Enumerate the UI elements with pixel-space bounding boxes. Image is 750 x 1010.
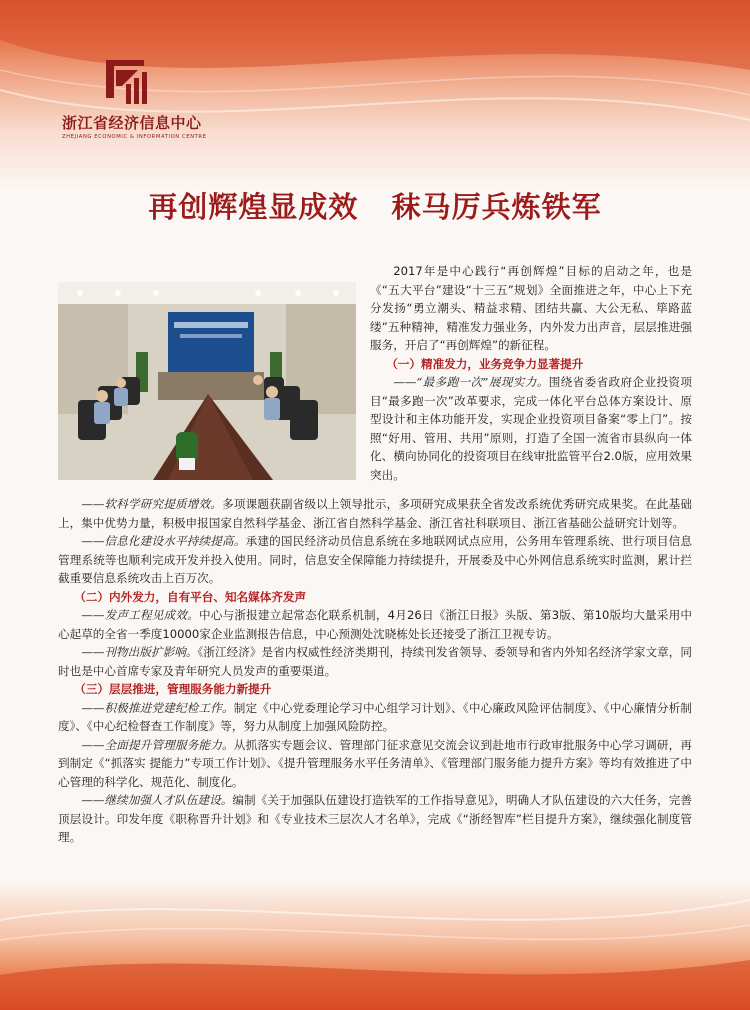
item-text: 中心与浙报建立起常态化联系机制，4月26日《浙江日报》头版、第3版、第10版均大量采用中心起草的全省一季度10000家企业监测报告信息，中心预测处沈晓栋处长还接受了浙江卫视专访。: [58, 608, 692, 641]
section-item: [58, 736, 692, 792]
item-lead: ——软科学研究提质增效。: [81, 497, 223, 511]
item-lead: ——“最多跑一次”展现实力。: [393, 375, 549, 389]
section-item: [58, 643, 692, 680]
item-text: 从抓落实专题会议、管理部门征求意见交流会议到赴地市行政审批服务中心学习调研，再到制定《“抓落实 提能力”专项工作计划》、《提升管理服务水平任务清单》、《管理部门服务能力提升方案》等均有效推进了中心管理的科学化、规范化、制度化。: [58, 737, 692, 789]
main-column: [58, 495, 692, 847]
item-lead: ——全面提升管理服务能力。: [81, 737, 234, 752]
section-item: [58, 606, 692, 643]
meeting-photo: [58, 282, 356, 480]
section-heading: （二）内外发力，自有平台、知名媒体齐发声: [74, 589, 307, 604]
section-heading: （三）层层推进，管理服务能力新提升: [74, 682, 272, 696]
item-lead: ——积极推进党建纪检工作。: [81, 700, 234, 715]
zjeic-logo-icon: [104, 58, 152, 106]
item-lead: ——发声工程见成效。: [81, 608, 199, 622]
section-item: [58, 791, 692, 847]
item-lead: ——信息化建设水平持续提高。: [81, 534, 246, 548]
intro-paragraph: 2017年是中心践行“再创辉煌”目标的启动之年，也是《“五大平台”建设“十三五”规划》全面推进之年，中心上下充分发扬“勇立潮头、精益求精、团结共赢、大公无私、筚路蓝缕”五种精神，精准发力强业务，内外发力出声音，层层推进强服务，开启了“再创辉煌”的新征程。: [370, 264, 692, 352]
org-name-en: ZHEJIANG ECONOMIC & INFORMATION CENTRE: [62, 134, 207, 140]
section-item: [58, 699, 692, 736]
page-title: 再创辉煌显成效 秣马厉兵炼铁军: [148, 190, 602, 224]
section-item: [58, 495, 692, 532]
section-heading: （一）精准发力，业务竞争力显著提升: [386, 356, 584, 371]
section-item: [58, 532, 692, 588]
intro-column: [370, 262, 692, 484]
item-text: 围绕省委省政府企业投资项目“最多跑一次”改革要求，完成一体化平台总体方案设计、原型设计和主体功能开发，实现企业投资项目备案“零上门”。按照“好用、管用、共用”原则，打造了全国一流省市县纵向一体化、横向协同化的投资项目在线审批监管平台2.0版，应用效果突出。: [370, 375, 692, 482]
item-text: 多项课题获副省级以上领导批示，多项研究成果获全省发改系统优秀研究成果奖。在此基础上，集中优势力量，积极申报国家自然科学基金、浙江省自然科学基金、浙江省社科联项目、浙江省基础公益研究计划等。: [58, 497, 692, 530]
org-logo: [62, 58, 262, 140]
item-text: 承建的国民经济动员信息系统在多地联网试点应用，公务用车管理系统、世行项目信息管理系统等也顺利完成开发并投入使用。同时，信息安全保障能力持续提升，开展委及中心外网信息系统实时监测，累计拦截重要信息系统攻击上百万次。: [58, 534, 692, 585]
item-lead: ——刊物出版扩影响。: [81, 645, 198, 659]
item-lead: ——继续加强人才队伍建设。: [81, 793, 233, 807]
bottom-wave-curves: [0, 880, 750, 1010]
item-text: 制定《中心党委理论学习中心组学习计划》、《中心廉政风险评估制度》、《中心廉情分析制度》、《中心纪检督查工作制度》等，努力从制度上加强风险防控。: [58, 700, 692, 733]
section-item: [370, 373, 692, 484]
item-text: 《浙江经济》是省内权威性经济类期刊，持续刊发省领导、委领导和省内外知名经济学家文章，同时也是中心首席专家及青年研究人员发声的重要渠道。: [58, 645, 692, 678]
org-name-cn: 浙江省经济信息中心: [62, 114, 202, 132]
item-text: 编制《关于加强队伍建设打造铁军的工作指导意见》，明确人才队伍建设的六大任务，完善顶层设计。印发年度《职称晋升计划》和《专业技术三层次人才名单》，完成《“浙经智库”栏目提升方案》，继续强化制度管理。: [58, 793, 693, 844]
